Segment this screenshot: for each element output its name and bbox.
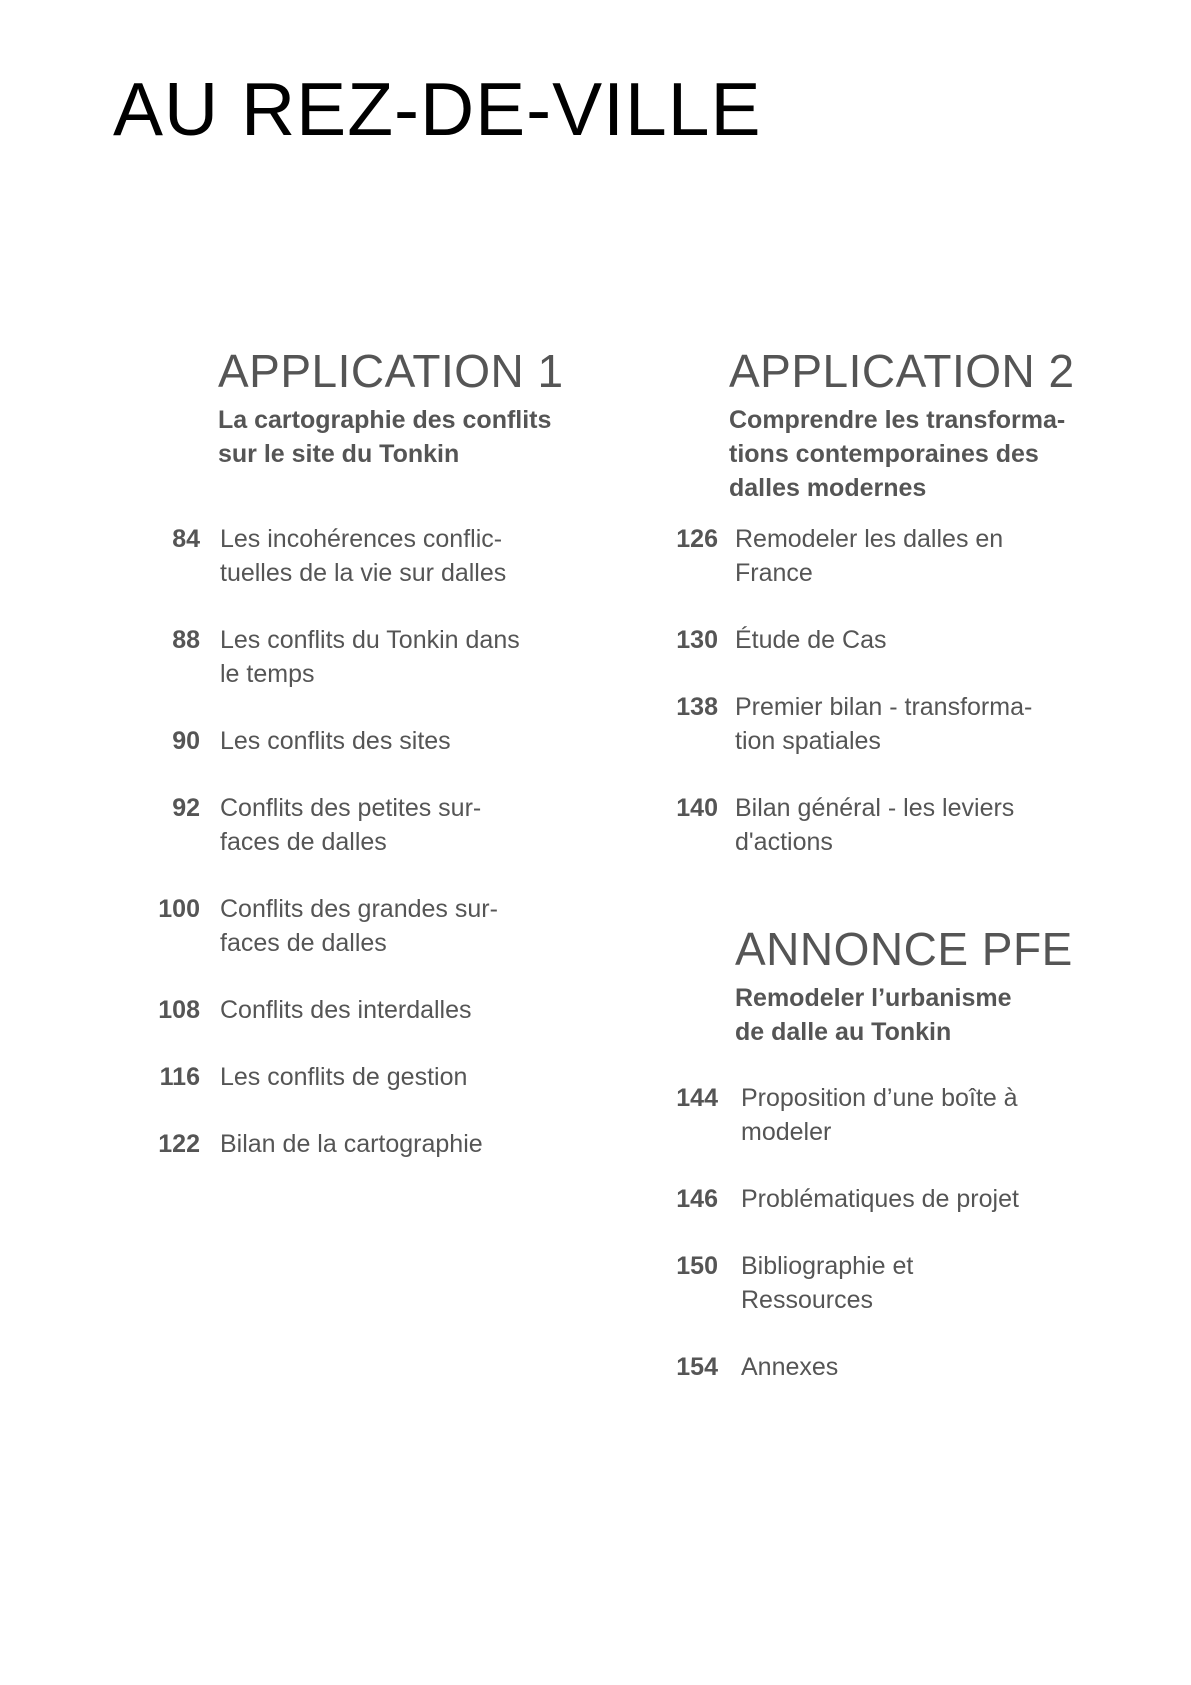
toc-entry-text: Les incohérences conflic- tuelles de la vie sur dalles (220, 525, 507, 587)
section-title: APPLICATION 1 (218, 345, 564, 397)
toc-page-number: 154 (676, 1353, 718, 1381)
toc-entry-text: Conflits des grandes sur- faces de dalles (220, 895, 498, 957)
toc-page-number: 92 (172, 794, 200, 822)
toc-page-number: 146 (676, 1185, 718, 1213)
toc-entry-text: Proposition d’une boîte à modeler (741, 1084, 1018, 1146)
toc-entry-text: Les conflits des sites (220, 727, 451, 755)
toc-page-number: 144 (676, 1084, 718, 1112)
section-subtitle: Comprendre les transforma- tions contemporaines des dalles modernes (729, 406, 1066, 502)
toc-entry-text: Bibliographie et Ressources (741, 1252, 914, 1314)
toc-entry-text: Annexes (741, 1353, 839, 1381)
toc-page-number: 126 (676, 525, 718, 553)
toc-entry-text: Bilan de la cartographie (220, 1130, 483, 1158)
section-title: APPLICATION 2 (729, 345, 1075, 397)
toc-page-number: 122 (158, 1130, 200, 1158)
toc-page-number: 116 (159, 1063, 200, 1091)
toc-page-number: 88 (172, 626, 200, 654)
section-annonce-pfe (735, 923, 1115, 1049)
toc-page-number: 100 (158, 895, 200, 923)
toc-entry-text: Les conflits de gestion (220, 1063, 468, 1091)
page-title: AU REZ-DE-VILLE (113, 67, 762, 151)
toc-entry-text: Les conflits du Tonkin dans le temps (220, 626, 520, 688)
section-title: ANNONCE PFE (735, 923, 1073, 975)
section-application-1 (218, 345, 618, 471)
toc-entry-text: Bilan général - les leviers d'actions (735, 794, 1015, 856)
section-application-2 (729, 345, 1109, 505)
toc-page-number: 150 (676, 1252, 718, 1280)
toc-entry-text: Conflits des interdalles (220, 996, 472, 1024)
toc-entry-text: Premier bilan - transforma- tion spatiales (735, 693, 1033, 755)
toc-page-number: 140 (676, 794, 718, 822)
toc-page-number: 108 (158, 996, 200, 1024)
toc-page-number: 138 (676, 693, 718, 721)
section-subtitle: La cartographie des conflits sur le site du Tonkin (218, 406, 552, 468)
toc-entry-text: Conflits des petites sur- faces de dalles (220, 794, 482, 856)
toc-entry-text: Problématiques de projet (741, 1185, 1019, 1213)
toc-page-number: 84 (172, 525, 200, 553)
section-subtitle: Remodeler l’urbanisme de dalle au Tonkin (735, 984, 1012, 1046)
toc-page-number: 130 (676, 626, 718, 654)
toc-page-number: 90 (172, 727, 200, 755)
toc-entry-text: Étude de Cas (735, 626, 887, 654)
toc-entry-text: Remodeler les dalles en France (735, 525, 1004, 587)
